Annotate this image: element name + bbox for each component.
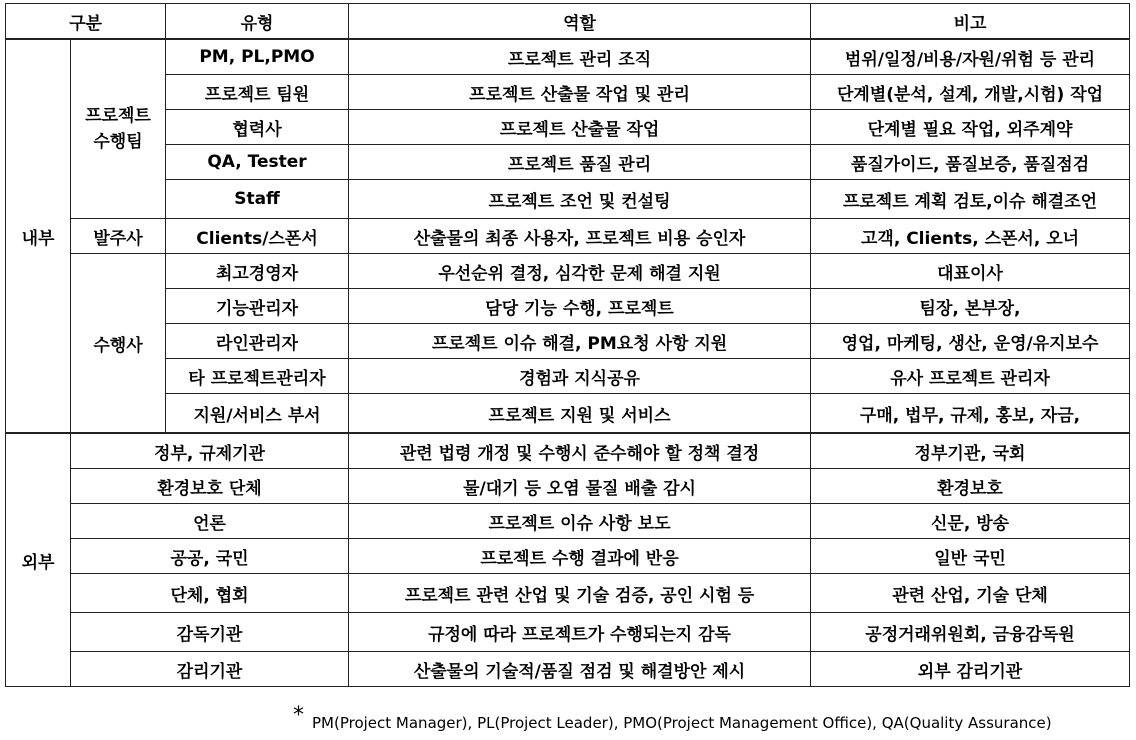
header-type: 유형: [166, 4, 349, 40]
remark-cell: 품질가이드, 품질보증, 품질점검: [811, 145, 1130, 180]
type-cell: QA, Tester: [166, 145, 349, 180]
table-row: [6, 652, 1130, 687]
remark-cell: 외부 감리기관: [811, 652, 1130, 687]
type-cell: PM, PL,PMO: [166, 39, 349, 75]
type-cell: 라인관리자: [166, 324, 349, 359]
type-cell: 정부, 규제기관: [71, 433, 349, 469]
header-category: 구분: [6, 4, 166, 40]
header-role: 역할: [349, 4, 811, 40]
type-cell: 프로젝트 팀원: [166, 75, 349, 110]
type-cell: 최고경영자: [166, 254, 349, 289]
role-cell: 프로젝트 이슈 해결, PM요청 사항 지원: [349, 324, 811, 359]
group-performer: 수행사: [71, 254, 166, 434]
role-cell: 관련 법령 개정 및 수행시 준수해야 할 정책 결정: [349, 433, 811, 469]
footnote: [293, 703, 1052, 734]
table-row: [6, 469, 1130, 504]
role-cell: 프로젝트 이슈 사항 보도: [349, 504, 811, 539]
table-row: [6, 289, 1130, 324]
remark-cell: 대표이사: [811, 254, 1130, 289]
type-cell: 공공, 국민: [71, 539, 349, 574]
table-row: [6, 75, 1130, 110]
role-cell: 산출물의 최종 사용자, 프로젝트 비용 승인자: [349, 219, 811, 254]
group-client: 발주사: [71, 219, 166, 254]
type-cell: 감리기관: [71, 652, 349, 687]
role-cell: 규정에 따라 프로젝트가 수행되는지 감독: [349, 613, 811, 652]
remark-cell: 범위/일정/비용/자원/위험 등 관리: [811, 39, 1130, 75]
type-cell: 언론: [71, 504, 349, 539]
remark-cell: 영업, 마케팅, 생산, 운영/유지보수: [811, 324, 1130, 359]
remark-cell: 환경보호: [811, 469, 1130, 504]
table-row: [6, 145, 1130, 180]
table-row: [6, 433, 1130, 469]
table-row: [6, 219, 1130, 254]
group-internal: 내부: [6, 39, 71, 433]
table-row: [6, 39, 1130, 75]
role-cell: 프로젝트 조언 및 컨설팅: [349, 180, 811, 219]
footnote-text: PM(Project Manager), PL(Project Leader), PMO(Project Management Office), QA(Quality Assurance): [312, 714, 1052, 732]
role-cell: 프로젝트 관리 조직: [349, 39, 811, 75]
remark-cell: 정부기관, 국회: [811, 433, 1130, 469]
table-row: [6, 110, 1130, 145]
type-cell: Staff: [166, 180, 349, 219]
type-cell: 환경보호 단체: [71, 469, 349, 504]
footnote-marker: *: [293, 703, 304, 728]
remark-cell: 단계별 필요 작업, 외주계약: [811, 110, 1130, 145]
remark-cell: 유사 프로젝트 관리자: [811, 359, 1130, 394]
group-project-team: 프로젝트 수행팀: [71, 39, 166, 219]
role-cell: 프로젝트 관련 산업 및 기술 검증, 공인 시험 등: [349, 574, 811, 613]
table-row: [6, 613, 1130, 652]
role-cell: 담당 기능 수행, 프로젝트: [349, 289, 811, 324]
type-cell: 단체, 협회: [71, 574, 349, 613]
type-cell: 협력사: [166, 110, 349, 145]
type-cell: 기능관리자: [166, 289, 349, 324]
role-cell: 프로젝트 수행 결과에 반응: [349, 539, 811, 574]
table-row: [6, 180, 1130, 219]
remark-cell: 공정거래위원회, 금융감독원: [811, 613, 1130, 652]
table-row: [6, 254, 1130, 289]
table-row: [6, 359, 1130, 394]
remark-cell: 단계별(분석, 설계, 개발,시험) 작업: [811, 75, 1130, 110]
header-remark: 비고: [811, 4, 1130, 40]
remark-cell: 팀장, 본부장,: [811, 289, 1130, 324]
role-cell: 프로젝트 지원 및 서비스: [349, 394, 811, 434]
role-cell: 우선순위 결정, 심각한 문제 해결 지원: [349, 254, 811, 289]
type-cell: 감독기관: [71, 613, 349, 652]
remark-cell: 관련 산업, 기술 단체: [811, 574, 1130, 613]
table-row: [6, 324, 1130, 359]
table-row: [6, 394, 1130, 434]
remark-cell: 프로젝트 계획 검토,이슈 해결조언: [811, 180, 1130, 219]
role-cell: 프로젝트 산출물 작업: [349, 110, 811, 145]
remark-cell: 신문, 방송: [811, 504, 1130, 539]
role-cell: 물/대기 등 오염 물질 배출 감시: [349, 469, 811, 504]
remark-cell: 고객, Clients, 스폰서, 오너: [811, 219, 1130, 254]
group-external: 외부: [6, 433, 71, 687]
table-row: [6, 574, 1130, 613]
role-cell: 프로젝트 산출물 작업 및 관리: [349, 75, 811, 110]
type-cell: 타 프로젝트관리자: [166, 359, 349, 394]
table-row: [6, 539, 1130, 574]
stakeholder-table: [5, 3, 1130, 687]
type-cell: Clients/스폰서: [166, 219, 349, 254]
table-row: [6, 504, 1130, 539]
remark-cell: 구매, 법무, 규제, 홍보, 자금,: [811, 394, 1130, 434]
role-cell: 프로젝트 품질 관리: [349, 145, 811, 180]
header-row: [6, 4, 1130, 40]
remark-cell: 일반 국민: [811, 539, 1130, 574]
role-cell: 경험과 지식공유: [349, 359, 811, 394]
role-cell: 산출물의 기술적/품질 점검 및 해결방안 제시: [349, 652, 811, 687]
type-cell: 지원/서비스 부서: [166, 394, 349, 434]
